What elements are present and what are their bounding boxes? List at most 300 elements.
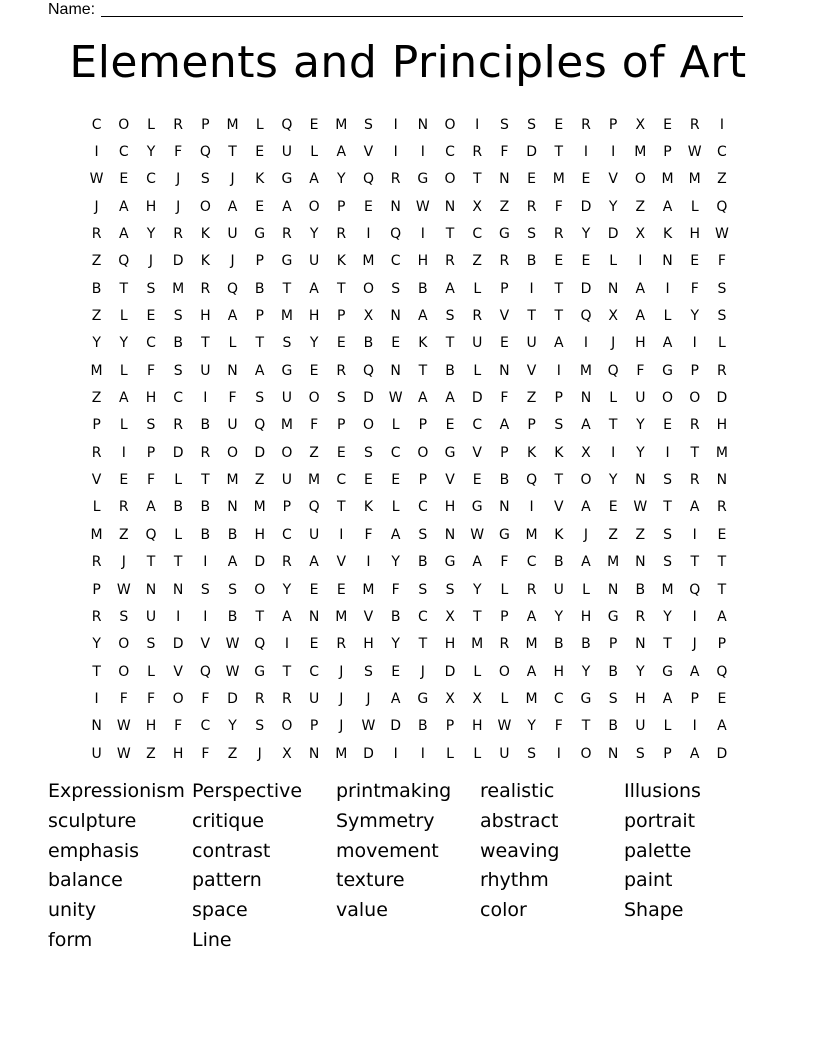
- grid-letter: P: [500, 608, 509, 625]
- grid-letter: V: [91, 472, 102, 489]
- word-list-item: rhythm: [480, 869, 549, 892]
- grid-letter: O: [580, 472, 592, 489]
- grid-letter: P: [663, 144, 672, 161]
- grid-letter: P: [608, 116, 618, 133]
- grid-letter: S: [445, 581, 455, 598]
- grid-letter: B: [227, 526, 238, 543]
- grid-letter: M: [362, 253, 375, 270]
- grid-letter: F: [146, 362, 155, 379]
- grid-letter: I: [284, 636, 289, 653]
- grid-letter: I: [203, 554, 208, 571]
- grid-letter: P: [92, 417, 101, 434]
- grid-letter: B: [390, 608, 401, 625]
- grid-letter: E: [472, 472, 482, 489]
- grid-letter: E: [581, 171, 591, 188]
- grid-letter: I: [203, 390, 208, 407]
- grid-letter: P: [554, 390, 563, 407]
- grid-letter: R: [390, 171, 401, 188]
- grid-letter: H: [363, 636, 374, 653]
- grid-letter: Q: [281, 116, 293, 133]
- grid-letter: S: [663, 526, 672, 543]
- grid-letter: J: [121, 554, 126, 571]
- grid-letter: Z: [118, 526, 129, 543]
- grid-letter: P: [663, 745, 672, 762]
- grid-letter: Q: [362, 171, 374, 188]
- grid-letter: K: [336, 253, 346, 270]
- grid-letter: V: [499, 308, 510, 325]
- grid-letter: A: [118, 226, 129, 243]
- grid-letter: J: [339, 690, 344, 707]
- grid-letter: D: [254, 554, 266, 571]
- grid-letter: P: [445, 718, 455, 735]
- grid-letter: N: [444, 198, 456, 215]
- grid-letter: V: [526, 362, 537, 379]
- grid-letter: E: [336, 581, 346, 598]
- grid-letter: H: [145, 390, 157, 407]
- grid-letter: I: [475, 116, 480, 133]
- grid-letter: N: [635, 472, 646, 489]
- grid-letter: T: [255, 608, 264, 625]
- grid-letter: A: [662, 335, 673, 352]
- grid-letter: Q: [145, 526, 157, 543]
- grid-letter: B: [608, 718, 618, 735]
- grid-letter: B: [526, 253, 537, 270]
- grid-letter: N: [716, 472, 728, 489]
- grid-letter: A: [689, 499, 700, 516]
- word-list-item: portrait: [624, 809, 696, 832]
- grid-letter: L: [473, 280, 482, 297]
- grid-letter: G: [444, 554, 456, 571]
- grid-letter: J: [257, 745, 262, 762]
- grid-letter: D: [390, 718, 402, 735]
- grid-letter: W: [388, 390, 403, 407]
- grid-letter: C: [282, 526, 292, 543]
- grid-letter: A: [309, 171, 319, 188]
- grid-letter: L: [663, 718, 672, 735]
- grid-letter: R: [91, 608, 102, 625]
- grid-letter: O: [199, 198, 211, 215]
- grid-letter: W: [714, 226, 729, 243]
- grid-letter: A: [689, 745, 700, 762]
- grid-letter: M: [335, 608, 348, 625]
- grid-letter: H: [145, 718, 157, 735]
- grid-letter: X: [635, 226, 646, 243]
- grid-letter: L: [391, 499, 400, 516]
- grid-letter: D: [172, 636, 184, 653]
- grid-letter: U: [281, 472, 293, 489]
- grid-letter: V: [363, 608, 374, 625]
- grid-letter: P: [527, 417, 536, 434]
- grid-letter: C: [336, 472, 347, 489]
- grid-letter: G: [444, 444, 456, 461]
- grid-letter: Q: [254, 417, 266, 434]
- grid-letter: H: [417, 253, 429, 270]
- grid-letter: Q: [118, 253, 130, 270]
- grid-letter: J: [366, 690, 371, 707]
- grid-letter: B: [581, 636, 591, 653]
- grid-letter: R: [499, 253, 510, 270]
- grid-letter: O: [281, 444, 293, 461]
- grid-letter: L: [446, 745, 454, 762]
- grid-letter: Z: [499, 198, 510, 215]
- grid-letter: B: [418, 280, 428, 297]
- grid-letter: O: [498, 663, 510, 680]
- grid-letter: R: [472, 144, 483, 161]
- grid-letter: S: [228, 581, 237, 598]
- grid-letter: O: [254, 581, 266, 598]
- grid-letter: I: [420, 144, 425, 161]
- grid-letter: D: [607, 226, 619, 243]
- grid-letter: P: [337, 308, 346, 325]
- grid-letter: S: [418, 526, 428, 543]
- word-list-item: Shape: [624, 899, 684, 922]
- grid-letter: Q: [254, 636, 266, 653]
- grid-letter: O: [118, 116, 130, 133]
- grid-letter: G: [417, 690, 429, 707]
- grid-letter: I: [339, 526, 344, 543]
- grid-letter: I: [638, 253, 643, 270]
- grid-letter: R: [526, 581, 537, 598]
- grid-letter: N: [172, 581, 184, 598]
- grid-letter: M: [90, 526, 103, 543]
- grid-letter: U: [308, 253, 320, 270]
- grid-letter: R: [689, 472, 700, 489]
- grid-letter: T: [282, 663, 292, 680]
- word-list-item: weaving: [480, 839, 560, 862]
- grid-letter: A: [336, 144, 347, 161]
- grid-letter: T: [690, 554, 699, 571]
- grid-letter: J: [420, 663, 425, 680]
- grid-letter: I: [94, 690, 99, 707]
- grid-letter: D: [526, 144, 537, 161]
- grid-letter: A: [526, 608, 537, 625]
- grid-letter: J: [94, 198, 99, 215]
- grid-letter: K: [200, 253, 210, 270]
- grid-letter: X: [472, 690, 483, 707]
- grid-letter: J: [230, 171, 235, 188]
- grid-letter: D: [363, 745, 374, 762]
- grid-letter: Z: [254, 472, 265, 489]
- grid-letter: N: [444, 526, 456, 543]
- grid-letter: Q: [716, 198, 728, 215]
- grid-letter: H: [716, 417, 728, 434]
- grid-letter: Q: [689, 581, 701, 598]
- grid-letter: R: [553, 226, 564, 243]
- grid-letter: T: [228, 144, 237, 161]
- grid-letter: A: [445, 390, 455, 407]
- grid-letter: A: [309, 280, 319, 297]
- grid-letter: Y: [228, 718, 237, 735]
- grid-letter: Y: [92, 636, 101, 653]
- letter-grid: [83, 111, 734, 767]
- grid-letter: T: [445, 226, 455, 243]
- grid-letter: N: [607, 745, 619, 762]
- grid-letter: U: [526, 335, 537, 352]
- grid-letter: H: [145, 198, 157, 215]
- grid-letter: M: [579, 362, 593, 379]
- grid-letter: G: [417, 171, 429, 188]
- grid-letter: N: [499, 362, 510, 379]
- page-title: Elements and Principles of Art: [69, 37, 747, 88]
- grid-letter: N: [390, 198, 401, 215]
- grid-letter: O: [689, 390, 701, 407]
- grid-letter: W: [361, 718, 376, 735]
- grid-letter: W: [225, 663, 240, 680]
- word-list-item: paint: [624, 869, 673, 892]
- grid-letter: W: [633, 499, 648, 516]
- grid-letter: L: [119, 308, 128, 325]
- grid-letter: E: [391, 335, 401, 352]
- grid-letter: D: [172, 253, 184, 270]
- grid-letter: K: [527, 444, 537, 461]
- grid-letter: G: [281, 362, 293, 379]
- grid-letter: F: [174, 718, 183, 735]
- grid-letter: T: [690, 444, 699, 461]
- grid-letter: Z: [526, 390, 537, 407]
- grid-letter: O: [580, 745, 592, 762]
- grid-letter: T: [717, 554, 727, 571]
- grid-letter: Y: [608, 472, 618, 489]
- grid-letter: I: [583, 335, 589, 352]
- grid-letter: R: [581, 116, 591, 133]
- grid-letter: Y: [690, 308, 699, 325]
- grid-letter: T: [717, 581, 727, 598]
- grid-letter: M: [335, 745, 348, 762]
- grid-letter: Q: [308, 499, 320, 516]
- grid-letter: A: [581, 554, 591, 571]
- grid-letter: I: [556, 745, 561, 762]
- grid-letter: F: [690, 280, 699, 297]
- grid-letter: A: [227, 198, 238, 215]
- grid-letter: X: [363, 308, 374, 325]
- grid-letter: E: [364, 472, 373, 489]
- grid-letter: O: [634, 171, 646, 188]
- grid-letter: T: [608, 417, 618, 434]
- grid-letter: M: [280, 308, 293, 325]
- grid-letter: R: [200, 280, 211, 297]
- grid-letter: E: [255, 144, 265, 161]
- grid-letter: B: [173, 499, 183, 516]
- grid-letter: B: [200, 417, 211, 434]
- grid-letter: I: [203, 608, 208, 625]
- grid-letter: Z: [91, 253, 102, 270]
- grid-letter: P: [146, 444, 156, 461]
- grid-letter: H: [580, 608, 592, 625]
- grid-letter: N: [607, 581, 619, 598]
- grid-letter: L: [119, 417, 128, 434]
- grid-letter: T: [418, 362, 428, 379]
- grid-letter: S: [608, 690, 618, 707]
- grid-letter: B: [418, 718, 428, 735]
- grid-letter: L: [500, 690, 509, 707]
- grid-letter: S: [418, 581, 428, 598]
- grid-letter: L: [391, 417, 400, 434]
- grid-letter: S: [663, 554, 672, 571]
- grid-letter: R: [200, 444, 211, 461]
- grid-letter: R: [635, 608, 646, 625]
- grid-letter: T: [337, 280, 346, 297]
- grid-letter: N: [227, 362, 238, 379]
- grid-letter: J: [176, 198, 181, 215]
- grid-letter: A: [499, 417, 510, 434]
- grid-letter: B: [418, 554, 428, 571]
- word-list-item: abstract: [480, 809, 559, 832]
- grid-letter: D: [227, 690, 238, 707]
- grid-letter: W: [497, 718, 512, 735]
- grid-letter: L: [609, 390, 618, 407]
- grid-letter: K: [200, 226, 210, 243]
- grid-letter: S: [635, 745, 645, 762]
- grid-letter: F: [310, 417, 319, 434]
- grid-letter: L: [500, 581, 509, 598]
- grid-letter: G: [471, 499, 483, 516]
- grid-letter: E: [581, 253, 591, 270]
- grid-letter: T: [201, 472, 210, 489]
- grid-letter: P: [337, 198, 346, 215]
- grid-letter: C: [118, 144, 129, 161]
- grid-letter: S: [527, 226, 537, 243]
- grid-letter: E: [364, 198, 373, 215]
- word-list: [48, 777, 768, 956]
- grid-letter: O: [118, 663, 130, 680]
- grid-letter: W: [116, 718, 131, 735]
- grid-letter: T: [173, 554, 183, 571]
- grid-letter: A: [581, 499, 591, 516]
- grid-letter: L: [690, 198, 699, 215]
- grid-letter: O: [308, 390, 320, 407]
- grid-letter: L: [663, 308, 672, 325]
- grid-letter: I: [556, 362, 561, 379]
- grid-letter: I: [719, 116, 724, 133]
- grid-letter: U: [553, 581, 564, 598]
- grid-letter: U: [227, 417, 238, 434]
- grid-letter: L: [310, 144, 318, 161]
- grid-letter: A: [445, 280, 455, 297]
- grid-letter: O: [362, 280, 374, 297]
- grid-letter: E: [391, 663, 401, 680]
- grid-letter: R: [173, 226, 184, 243]
- grid-letter: E: [336, 444, 346, 461]
- grid-letter: M: [280, 417, 293, 434]
- grid-letter: O: [362, 417, 374, 434]
- grid-letter: F: [228, 390, 237, 407]
- grid-letter: T: [418, 636, 428, 653]
- grid-letter: I: [665, 444, 670, 461]
- grid-letter: E: [309, 116, 319, 133]
- grid-letter: Y: [527, 718, 536, 735]
- grid-letter: W: [225, 636, 240, 653]
- grid-letter: J: [230, 253, 235, 270]
- grid-letter: D: [254, 444, 266, 461]
- grid-letter: S: [499, 116, 509, 133]
- grid-letter: F: [636, 362, 645, 379]
- grid-letter: F: [174, 144, 183, 161]
- grid-letter: T: [527, 308, 536, 325]
- grid-letter: D: [580, 198, 592, 215]
- grid-letter: P: [282, 499, 292, 516]
- grid-letter: C: [146, 335, 156, 352]
- grid-letter: V: [608, 171, 618, 188]
- grid-letter: Q: [607, 362, 619, 379]
- name-field: [48, 0, 743, 19]
- grid-letter: N: [227, 499, 238, 516]
- grid-letter: N: [145, 581, 157, 598]
- grid-letter: K: [363, 499, 374, 516]
- grid-letter: C: [91, 116, 102, 133]
- grid-letter: S: [391, 280, 401, 297]
- grid-letter: Q: [526, 472, 538, 489]
- grid-letter: S: [663, 472, 672, 489]
- grid-letter: M: [661, 171, 674, 188]
- grid-letter: L: [228, 335, 237, 352]
- grid-letter: I: [393, 116, 398, 133]
- grid-letter: K: [418, 335, 428, 352]
- grid-letter: Y: [146, 226, 156, 243]
- word-list-item: Line: [192, 928, 232, 951]
- grid-letter: I: [366, 226, 371, 243]
- grid-letter: E: [663, 116, 672, 133]
- grid-letter: O: [281, 718, 293, 735]
- grid-letter: R: [717, 362, 727, 379]
- grid-letter: F: [500, 144, 509, 161]
- grid-letter: O: [227, 444, 239, 461]
- grid-letter: C: [417, 499, 428, 516]
- grid-letter: A: [282, 608, 292, 625]
- grid-letter: D: [172, 444, 184, 461]
- grid-letter: E: [119, 472, 129, 489]
- grid-letter: N: [308, 608, 320, 625]
- grid-letter: U: [499, 745, 510, 762]
- grid-letter: T: [337, 499, 346, 516]
- grid-letter: H: [553, 663, 565, 680]
- grid-letter: F: [554, 718, 563, 735]
- grid-letter: A: [227, 554, 238, 571]
- grid-letter: I: [393, 144, 398, 161]
- grid-letter: P: [201, 116, 210, 133]
- grid-letter: U: [635, 718, 646, 735]
- grid-letter: J: [339, 718, 344, 735]
- grid-letter: C: [309, 663, 319, 680]
- grid-letter: S: [282, 335, 292, 352]
- grid-letter: P: [717, 636, 727, 653]
- grid-letter: S: [717, 280, 727, 297]
- grid-letter: F: [201, 745, 210, 762]
- grid-letter: F: [146, 472, 155, 489]
- grid-letter: M: [90, 362, 103, 379]
- grid-letter: S: [364, 116, 373, 133]
- grid-letter: R: [717, 499, 727, 516]
- grid-letter: S: [200, 581, 210, 598]
- grid-letter: R: [472, 308, 483, 325]
- grid-letter: I: [583, 144, 589, 161]
- grid-letter: N: [499, 171, 510, 188]
- grid-letter: H: [200, 308, 211, 325]
- grid-letter: E: [554, 116, 564, 133]
- grid-letter: R: [336, 636, 347, 653]
- grid-letter: E: [309, 581, 319, 598]
- grid-letter: N: [635, 636, 646, 653]
- grid-letter: I: [665, 280, 670, 297]
- grid-letter: U: [145, 608, 157, 625]
- grid-letter: O: [444, 116, 456, 133]
- grid-letter: F: [500, 390, 509, 407]
- word-list-item: emphasis: [48, 839, 140, 862]
- grid-letter: F: [364, 526, 373, 543]
- grid-letter: H: [444, 499, 456, 516]
- grid-letter: E: [146, 308, 156, 325]
- grid-letter: O: [118, 636, 130, 653]
- grid-letter: Y: [636, 663, 645, 680]
